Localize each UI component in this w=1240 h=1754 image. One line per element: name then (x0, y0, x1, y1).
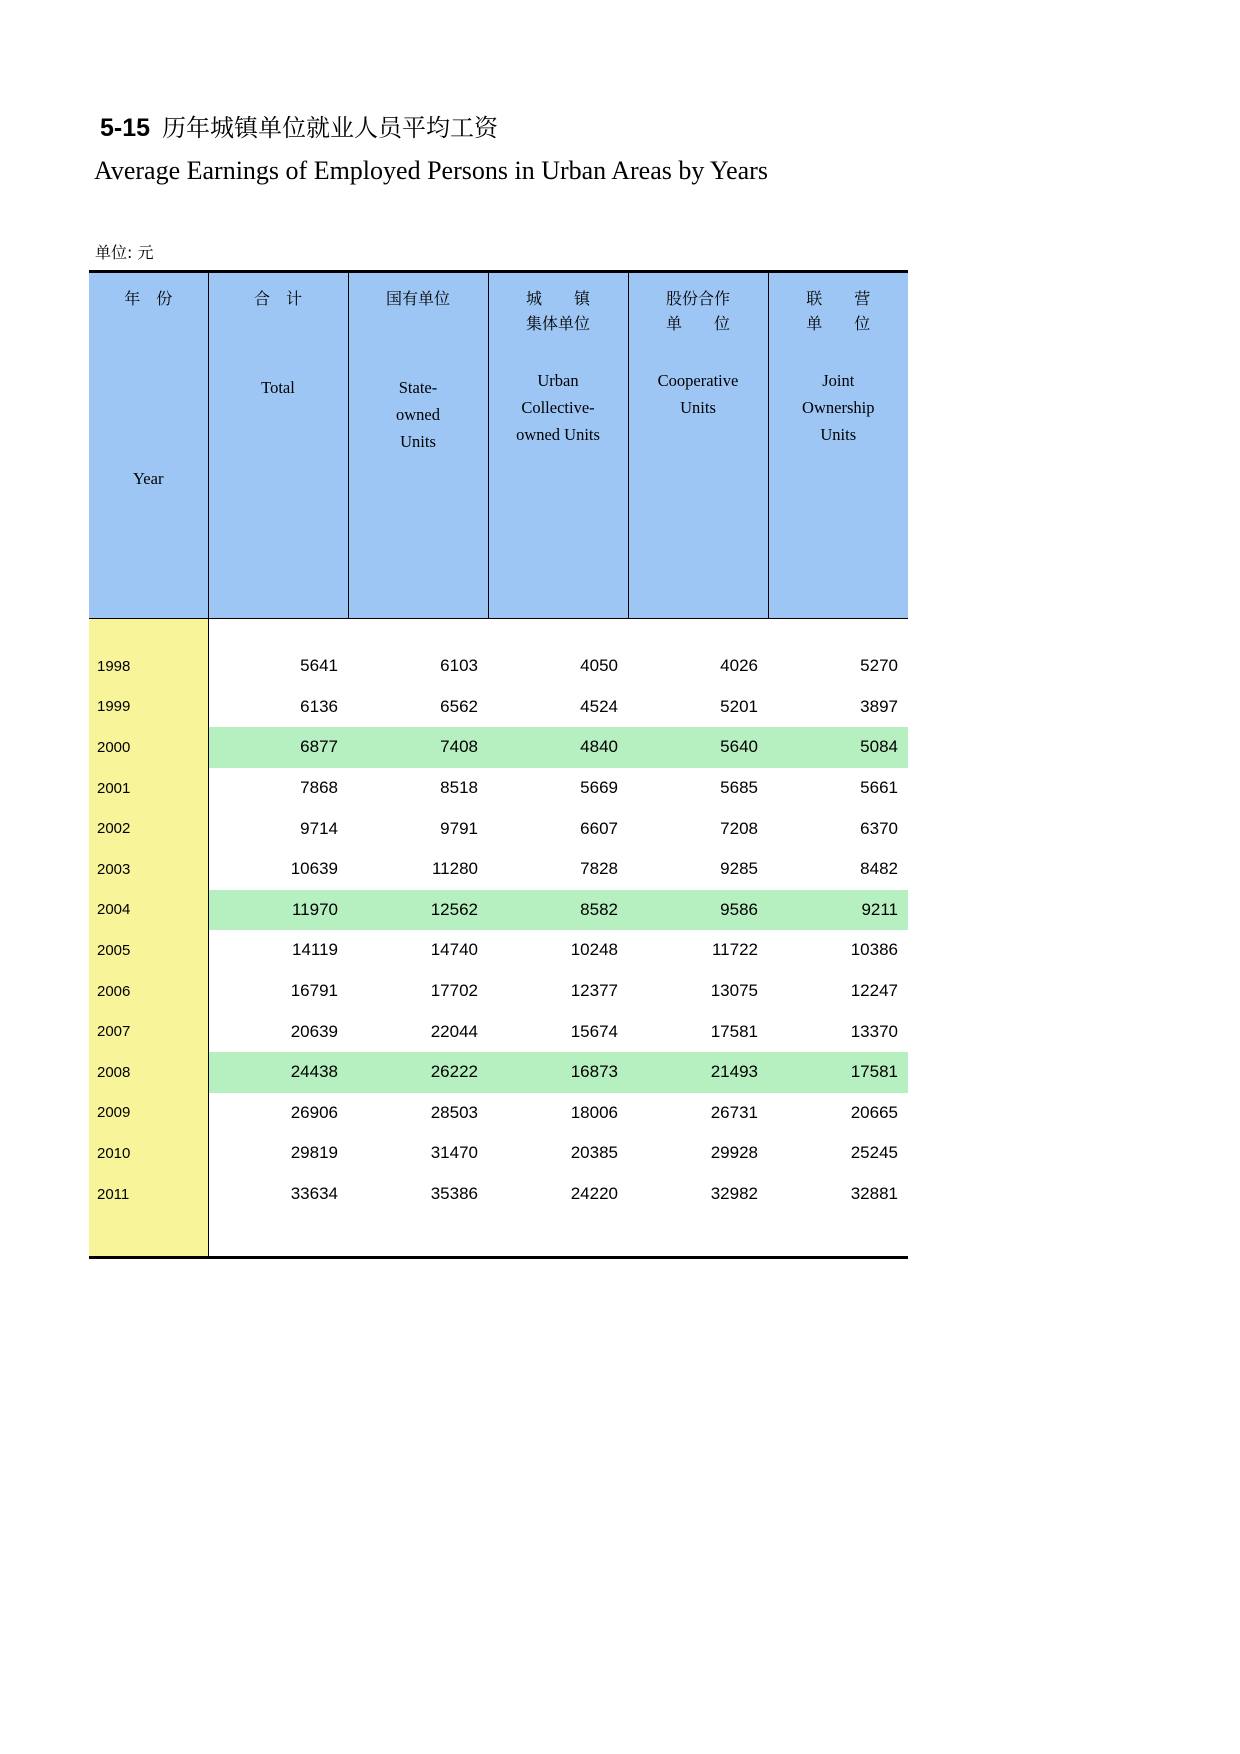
header-en-cooperative-2: Units (680, 397, 716, 417)
row-urban-collective: 24220 (488, 1174, 628, 1215)
header-en-total: Total (261, 377, 295, 397)
row-joint-ownership: 13370 (768, 1011, 908, 1052)
header-zh-joint-2: 单 位 (806, 313, 871, 333)
spacer-cell (768, 1214, 908, 1256)
row-joint-ownership: 10386 (768, 930, 908, 971)
row-year: 2010 (89, 1133, 208, 1174)
row-urban-collective: 8582 (488, 890, 628, 931)
row-total: 6877 (208, 727, 348, 768)
row-joint-ownership: 32881 (768, 1174, 908, 1215)
row-cooperative: 7208 (628, 808, 768, 849)
spacer-cell (208, 619, 348, 647)
header-en-state-2: owned (396, 405, 440, 425)
row-year: 2005 (89, 930, 208, 971)
table-row (89, 971, 908, 1012)
table-row (89, 768, 908, 809)
row-year: 2000 (89, 727, 208, 768)
row-total: 10639 (208, 849, 348, 890)
row-state-owned: 28503 (348, 1093, 488, 1134)
row-year: 2009 (89, 1093, 208, 1134)
unit-note: 单位: 元 (95, 243, 154, 262)
column-header-cooperative (628, 272, 768, 619)
row-cooperative: 29928 (628, 1133, 768, 1174)
table-number: 5-15 (100, 114, 151, 142)
table-row (89, 727, 908, 768)
spacer-year-cell (89, 1214, 208, 1256)
table-row (89, 646, 908, 687)
header-zh-joint-1: 联 营 (806, 289, 871, 308)
row-state-owned: 6562 (348, 687, 488, 728)
row-total: 20639 (208, 1011, 348, 1052)
header-row (89, 272, 908, 619)
header-en-joint-1: Joint (822, 370, 855, 390)
row-year: 2008 (89, 1052, 208, 1093)
row-urban-collective: 4840 (488, 727, 628, 768)
header-zh-cooperative-1: 股份合作 (665, 289, 730, 308)
column-header-joint-ownership (768, 272, 908, 619)
table-row (89, 890, 908, 931)
row-total: 33634 (208, 1174, 348, 1215)
header-en-cooperative-1: Cooperative (657, 370, 739, 390)
row-total: 7868 (208, 768, 348, 809)
row-joint-ownership: 25245 (768, 1133, 908, 1174)
row-cooperative: 5640 (628, 727, 768, 768)
header-zh-cooperative-2: 单 位 (665, 313, 730, 333)
row-urban-collective: 16873 (488, 1052, 628, 1093)
row-cooperative: 13075 (628, 971, 768, 1012)
table-spacer-row (89, 619, 908, 647)
row-cooperative: 9586 (628, 890, 768, 931)
row-cooperative: 21493 (628, 1052, 768, 1093)
spacer-cell (488, 619, 628, 647)
spacer-cell (488, 1214, 628, 1256)
row-year: 2007 (89, 1011, 208, 1052)
table-row (89, 930, 908, 971)
row-year: 1999 (89, 687, 208, 728)
column-header-year (89, 272, 208, 619)
row-joint-ownership: 8482 (768, 849, 908, 890)
table-row (89, 1174, 908, 1215)
spacer-cell (768, 619, 908, 647)
row-state-owned: 9791 (348, 808, 488, 849)
table-row (89, 1093, 908, 1134)
table-row (89, 808, 908, 849)
header-en-joint-3: Units (820, 425, 857, 445)
table-row (89, 1133, 908, 1174)
row-state-owned: 17702 (348, 971, 488, 1012)
row-cooperative: 9285 (628, 849, 768, 890)
header-zh-year: 年 份 (124, 289, 173, 308)
earnings-table-container (89, 270, 908, 1259)
table-body (89, 619, 908, 1257)
header-zh-state: 国有单位 (385, 289, 450, 308)
row-state-owned: 14740 (348, 930, 488, 971)
row-joint-ownership: 20665 (768, 1093, 908, 1134)
row-state-owned: 11280 (348, 849, 488, 890)
table-header (89, 272, 908, 619)
row-state-owned: 22044 (348, 1011, 488, 1052)
row-cooperative: 32982 (628, 1174, 768, 1215)
title-english: Average Earnings of Employed Persons in Urban Areas by Years (94, 156, 768, 185)
row-year: 2002 (89, 808, 208, 849)
header-en-state-3: Units (400, 432, 436, 452)
row-urban-collective: 4050 (488, 646, 628, 687)
header-en-collective-2: Collective- (521, 397, 595, 417)
row-total: 16791 (208, 971, 348, 1012)
header-en-state-1: State- (398, 377, 438, 397)
header-en-joint-2: Ownership (802, 397, 875, 417)
row-state-owned: 26222 (348, 1052, 488, 1093)
row-total: 9714 (208, 808, 348, 849)
header-zh-collective-1: 城 镇 (525, 289, 590, 308)
row-joint-ownership: 9211 (768, 890, 908, 931)
table-spacer-row (89, 1214, 908, 1256)
row-year: 1998 (89, 646, 208, 687)
row-urban-collective: 4524 (488, 687, 628, 728)
row-joint-ownership: 12247 (768, 971, 908, 1012)
spacer-cell (348, 619, 488, 647)
spacer-cell (628, 1214, 768, 1256)
table-row (89, 1052, 908, 1093)
table-row (89, 849, 908, 890)
row-urban-collective: 5669 (488, 768, 628, 809)
row-joint-ownership: 3897 (768, 687, 908, 728)
header-zh-total: 合 计 (253, 289, 302, 308)
row-state-owned: 12562 (348, 890, 488, 931)
row-cooperative: 4026 (628, 646, 768, 687)
row-total: 5641 (208, 646, 348, 687)
row-year: 2006 (89, 971, 208, 1012)
spacer-year-cell (89, 619, 208, 647)
row-urban-collective: 12377 (488, 971, 628, 1012)
row-year: 2011 (89, 1174, 208, 1215)
earnings-table (89, 270, 908, 1256)
header-zh-collective-2: 集体单位 (525, 313, 590, 333)
spacer-cell (208, 1214, 348, 1256)
row-total: 26906 (208, 1093, 348, 1134)
table-row (89, 687, 908, 728)
page-title (100, 108, 498, 143)
row-joint-ownership: 5084 (768, 727, 908, 768)
row-state-owned: 7408 (348, 727, 488, 768)
row-cooperative: 11722 (628, 930, 768, 971)
row-cooperative: 5201 (628, 687, 768, 728)
header-en-collective-3: owned Units (516, 425, 600, 445)
row-total: 6136 (208, 687, 348, 728)
row-urban-collective: 6607 (488, 808, 628, 849)
header-en-collective-1: Urban (537, 370, 579, 390)
row-year: 2003 (89, 849, 208, 890)
table-row (89, 1011, 908, 1052)
title-chinese: 历年城镇单位就业人员平均工资 (162, 114, 499, 142)
row-joint-ownership: 17581 (768, 1052, 908, 1093)
row-urban-collective: 10248 (488, 930, 628, 971)
row-urban-collective: 18006 (488, 1093, 628, 1134)
row-total: 11970 (208, 890, 348, 931)
spacer-cell (628, 619, 768, 647)
row-joint-ownership: 6370 (768, 808, 908, 849)
row-cooperative: 5685 (628, 768, 768, 809)
row-joint-ownership: 5270 (768, 646, 908, 687)
row-urban-collective: 20385 (488, 1133, 628, 1174)
column-header-urban-collective (488, 272, 628, 619)
row-joint-ownership: 5661 (768, 768, 908, 809)
row-year: 2004 (89, 890, 208, 931)
row-state-owned: 6103 (348, 646, 488, 687)
row-state-owned: 35386 (348, 1174, 488, 1215)
table-bottom-rule (89, 1256, 908, 1259)
column-header-total (208, 272, 348, 619)
column-header-state-owned (348, 272, 488, 619)
row-state-owned: 8518 (348, 768, 488, 809)
row-cooperative: 26731 (628, 1093, 768, 1134)
header-en-year: Year (133, 469, 164, 488)
row-state-owned: 31470 (348, 1133, 488, 1174)
row-total: 14119 (208, 930, 348, 971)
row-cooperative: 17581 (628, 1011, 768, 1052)
row-urban-collective: 7828 (488, 849, 628, 890)
spacer-cell (348, 1214, 488, 1256)
row-total: 24438 (208, 1052, 348, 1093)
row-total: 29819 (208, 1133, 348, 1174)
row-year: 2001 (89, 768, 208, 809)
row-urban-collective: 15674 (488, 1011, 628, 1052)
